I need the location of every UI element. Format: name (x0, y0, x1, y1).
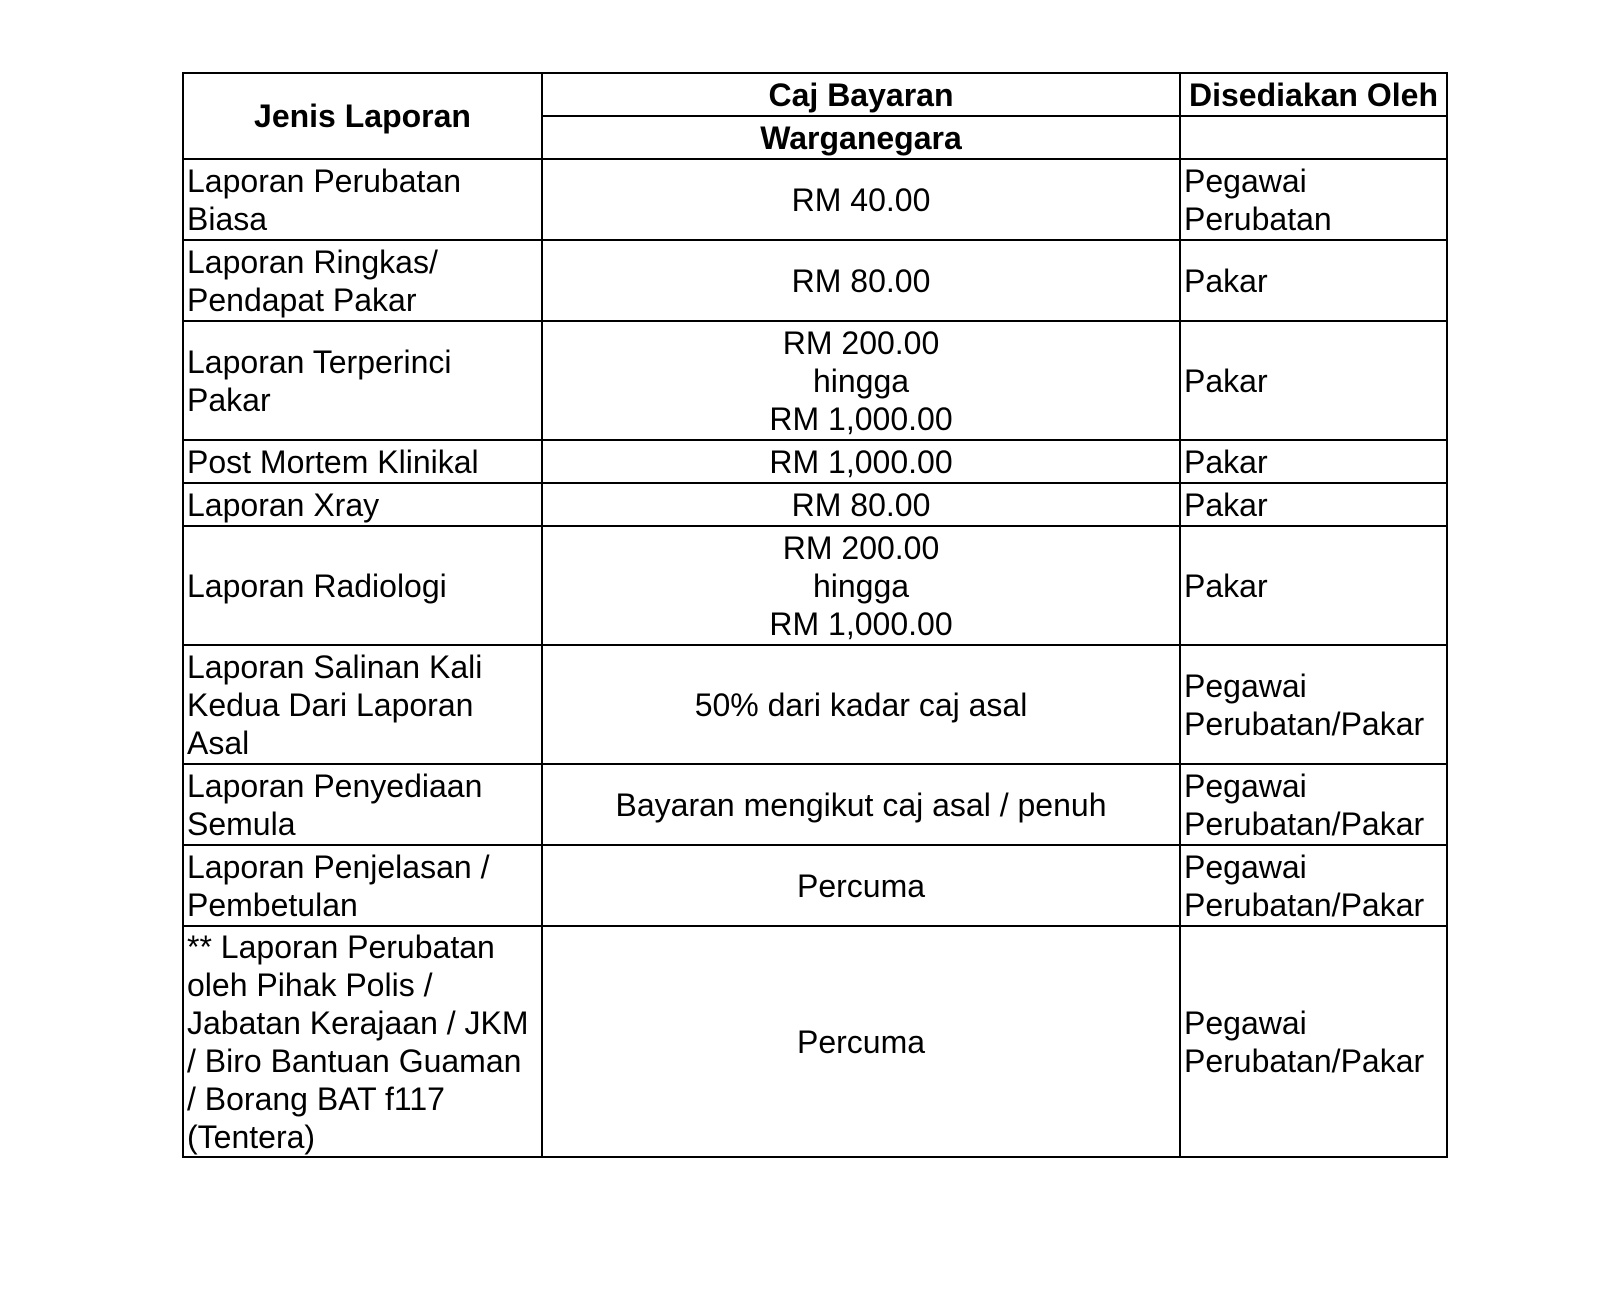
fee-line: hingga (812, 362, 910, 399)
report-type-cell: Post Mortem Klinikal (183, 440, 542, 483)
header-fee-citizen: Warganegara (542, 116, 1180, 159)
prepared-by-cell: Pakar (1180, 483, 1447, 526)
fee-line: Bayaran mengikut caj asal / penuh (615, 786, 1107, 823)
fee-cell (542, 526, 1180, 645)
report-type-cell: Laporan Xray (183, 483, 542, 526)
prepared-by-cell: Pegawai Perubatan/Pakar (1180, 645, 1447, 764)
table-row (183, 240, 1447, 321)
fee-line: RM 40.00 (791, 181, 931, 218)
fee-line: RM 1,000.00 (769, 400, 953, 437)
fee-line: RM 1,000.00 (769, 605, 953, 642)
report-type-cell: Laporan Terperinci Pakar (183, 321, 542, 440)
fee-cell (542, 645, 1180, 764)
fee-cell (542, 845, 1180, 926)
table-row (183, 926, 1447, 1157)
fee-cell (542, 926, 1180, 1157)
fee-cell (542, 440, 1180, 483)
report-type-cell: Laporan Ringkas/ Pendapat Pakar (183, 240, 542, 321)
fee-line: RM 200.00 (782, 529, 940, 566)
table-row (183, 764, 1447, 845)
report-type-cell: Laporan Salinan Kali Kedua Dari Laporan Asal (183, 645, 542, 764)
prepared-by-cell: Pakar (1180, 440, 1447, 483)
header-fee: Caj Bayaran (542, 73, 1180, 116)
fee-line: RM 80.00 (791, 262, 931, 299)
header-prepared-by: Disediakan Oleh (1180, 73, 1447, 116)
header-row (183, 73, 1447, 116)
table-row (183, 321, 1447, 440)
prepared-by-cell: Pegawai Perubatan (1180, 159, 1447, 240)
fee-line: RM 1,000.00 (769, 443, 953, 480)
table-row (183, 845, 1447, 926)
fee-cell (542, 764, 1180, 845)
fee-line: Percuma (796, 1023, 926, 1060)
header-prepared-by-sub (1180, 116, 1447, 159)
table-body (183, 159, 1447, 1157)
report-type-cell: Laporan Radiologi (183, 526, 542, 645)
prepared-by-cell: Pegawai Perubatan/Pakar (1180, 845, 1447, 926)
prepared-by-cell: Pegawai Perubatan/Pakar (1180, 926, 1447, 1157)
fee-line: RM 80.00 (791, 486, 931, 523)
fee-line: 50% dari kadar caj asal (694, 686, 1028, 723)
table-row (183, 483, 1447, 526)
fee-line: hingga (812, 567, 910, 604)
report-type-cell: Laporan Penjelasan / Pembetulan (183, 845, 542, 926)
report-type-cell: Laporan Penyediaan Semula (183, 764, 542, 845)
fee-line: RM 200.00 (782, 324, 940, 361)
prepared-by-cell: Pakar (1180, 240, 1447, 321)
fee-cell (542, 321, 1180, 440)
table-row (183, 159, 1447, 240)
table-row (183, 526, 1447, 645)
prepared-by-cell: Pakar (1180, 526, 1447, 645)
fee-cell (542, 240, 1180, 321)
prepared-by-cell: Pegawai Perubatan/Pakar (1180, 764, 1447, 845)
table-row (183, 645, 1447, 764)
fee-cell (542, 159, 1180, 240)
fee-line: Percuma (796, 867, 926, 904)
report-type-cell: ** Laporan Perubatan oleh Pihak Polis / Jabatan Kerajaan / JKM / Biro Bantuan Guaman / Borang BAT f117 (Tentera) (183, 926, 542, 1157)
fee-cell (542, 483, 1180, 526)
table-header (183, 73, 1447, 159)
prepared-by-cell: Pakar (1180, 321, 1447, 440)
fee-table (182, 72, 1448, 1158)
report-type-cell: Laporan Perubatan Biasa (183, 159, 542, 240)
header-report-type: Jenis Laporan (183, 73, 542, 159)
table-row (183, 440, 1447, 483)
